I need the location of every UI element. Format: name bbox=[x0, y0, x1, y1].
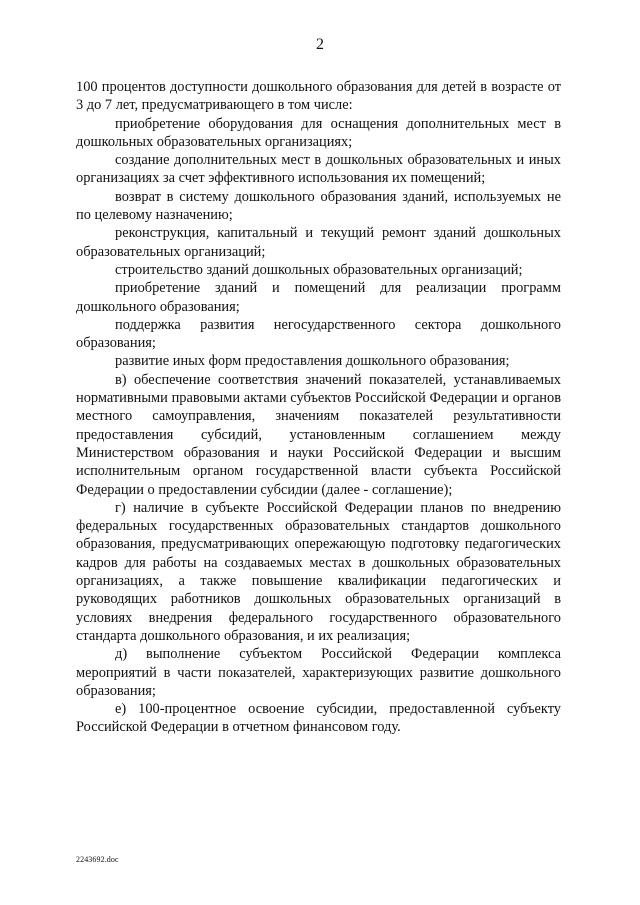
paragraph-item-e: е) 100-процентное освоение субсидии, предоставленной субъекту Российской Федерации в отчетном финансовом году. bbox=[76, 701, 561, 736]
paragraph-nonstate-support: поддержка развития негосударственного сектора дошкольного образования; bbox=[76, 316, 561, 352]
paragraph-building-return: возврат в систему дошкольного образования зданий, используемых не по целевому назначению; bbox=[76, 188, 561, 224]
footer-filename: 2243692.doc bbox=[76, 855, 119, 864]
paragraph-reconstruction: реконструкция, капитальный и текущий ремонт зданий дошкольных образовательных организаций; bbox=[76, 225, 561, 260]
paragraph-intro-continuation: 100 процентов доступности дошкольного образования для детей в возрасте от 3 до 7 лет, предусматривающего в том числе: bbox=[76, 79, 561, 114]
paragraph-premises-purchase: приобретение зданий и помещений для реализации программ дошкольного образования; bbox=[76, 280, 561, 315]
paragraph-item-d: д) выполнение субъектом Российской Федерации комплекса мероприятий в части показателей, характеризующих развитие дошкольного образования; bbox=[76, 646, 561, 699]
page-number: 2 bbox=[316, 36, 324, 53]
paragraph-item-g: г) наличие в субъекте Российской Федерации планов по внедрению федеральных государственных образовательных стандартов дошкольного образования, предусматривающих опережающую подготовку педагогических кадров для работы на создаваемых местах в дошкольных образовательных организациях, а также повышение квалификации педагогических и руководящих работников дошкольных образовательных организаций в условиях внедрения федерального государственного образовательного стандарта дошкольного образования, и их реализация; bbox=[76, 499, 561, 644]
document-body bbox=[76, 78, 561, 737]
paragraph-item-v: в) обеспечение соответствия значений показателей, устанавливаемых нормативными правовыми актами субъектов Российской Федерации и органов местного самоуправления, значениям показателей результативности предоставления субсидий, установленным соглашением между Министерством образования и науки Российской Федерации и высшим исполнительным органом государственной власти субъекта Российской Федерации о предоставлении субсидии (далее - соглашение); bbox=[76, 371, 561, 498]
paragraph-equipment-purchase: приобретение оборудования для оснащения дополнительных мест в дошкольных образовательных организациях; bbox=[76, 115, 561, 150]
paragraph-additional-places: создание дополнительных мест в дошкольных образовательных и иных организациях за счет эффективного использования их помещений; bbox=[76, 152, 561, 187]
paragraph-other-forms: развитие иных форм предоставления дошкольного образования; bbox=[115, 353, 510, 370]
paragraph-construction: строительство зданий дошкольных образовательных организаций; bbox=[115, 261, 523, 278]
